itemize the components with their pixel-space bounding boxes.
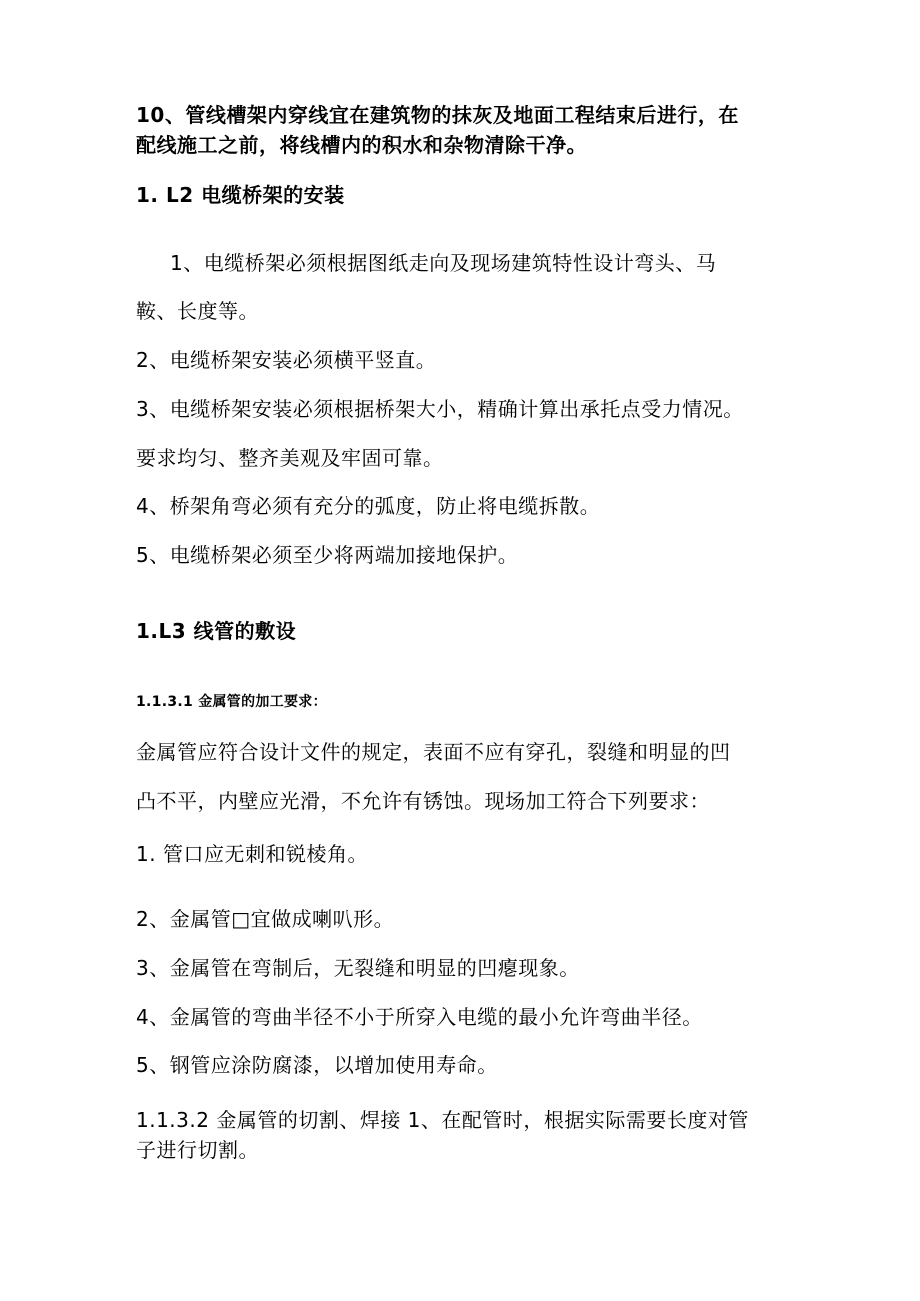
metal-pipe-paragraph-line-1: 金属管应符合设计文件的规定，表面不应有穿孔，裂缝和明显的凹: [136, 740, 731, 764]
metal-pipe-item-4: 4、金属管的弯曲半径不小于所穿入电缆的最小允许弯曲半径。: [136, 1005, 703, 1029]
paragraph-10-line-1: 10、管线槽架内穿线宜在建筑物的抹灰及地面工程结束后进行，在: [136, 103, 739, 127]
metal-pipe-item-5: 5、钢管应涂防腐漆，以增加使用寿命。: [136, 1053, 498, 1077]
metal-pipe-item-2: 2、金属管□宜做成喇叭形。: [136, 907, 395, 931]
cable-tray-item-4: 4、桥架角弯必须有充分的弧度，防止将电缆拆散。: [136, 494, 601, 518]
cable-tray-item-5: 5、电缆桥架必须至少将两端加接地保护。: [136, 543, 519, 567]
section-title-conduit: 1.L3 线管的敷设: [136, 619, 297, 643]
paragraph-10-line-2: 配线施工之前，将线槽内的积水和杂物清除干净。: [136, 133, 587, 157]
cable-tray-item-1-line-1: 1、电缆桥架必须根据图纸走向及现场建筑特性设计弯头、马: [170, 251, 717, 275]
cable-tray-item-2: 2、电缆桥架安装必须横平竖直。: [136, 348, 437, 372]
metal-pipe-item-1: 1. 管口应无刺和锐棱角。: [136, 842, 368, 866]
metal-pipe-paragraph-line-2: 凸不平，内壁应光滑，不允许有锈蚀。现场加工符合下列要求：: [136, 789, 710, 813]
metal-pipe-item-3: 3、金属管在弯制后，无裂缝和明显的凹瘪现象。: [136, 956, 580, 980]
cable-tray-item-1-line-2: 鞍、长度等。: [136, 299, 259, 323]
cable-tray-item-3-line-1: 3、电缆桥架安装必须根据桥架大小，精确计算出承托点受力情况。: [136, 397, 744, 421]
metal-pipe-cutting-line-2: 子进行切割。: [136, 1138, 259, 1162]
metal-pipe-cutting-line-1: 1.1.3.2 金属管的切割、焊接 1、在配管时，根据实际需要长度对管: [136, 1108, 749, 1132]
section-title-cable-tray: 1. L2 电缆桥架的安装: [136, 183, 345, 207]
cable-tray-item-3-line-2: 要求均匀、整齐美观及牢固可靠。: [136, 446, 444, 470]
subsection-title-metal-pipe-processing: 1.1.3.1 金属管的加工要求：: [136, 694, 327, 710]
